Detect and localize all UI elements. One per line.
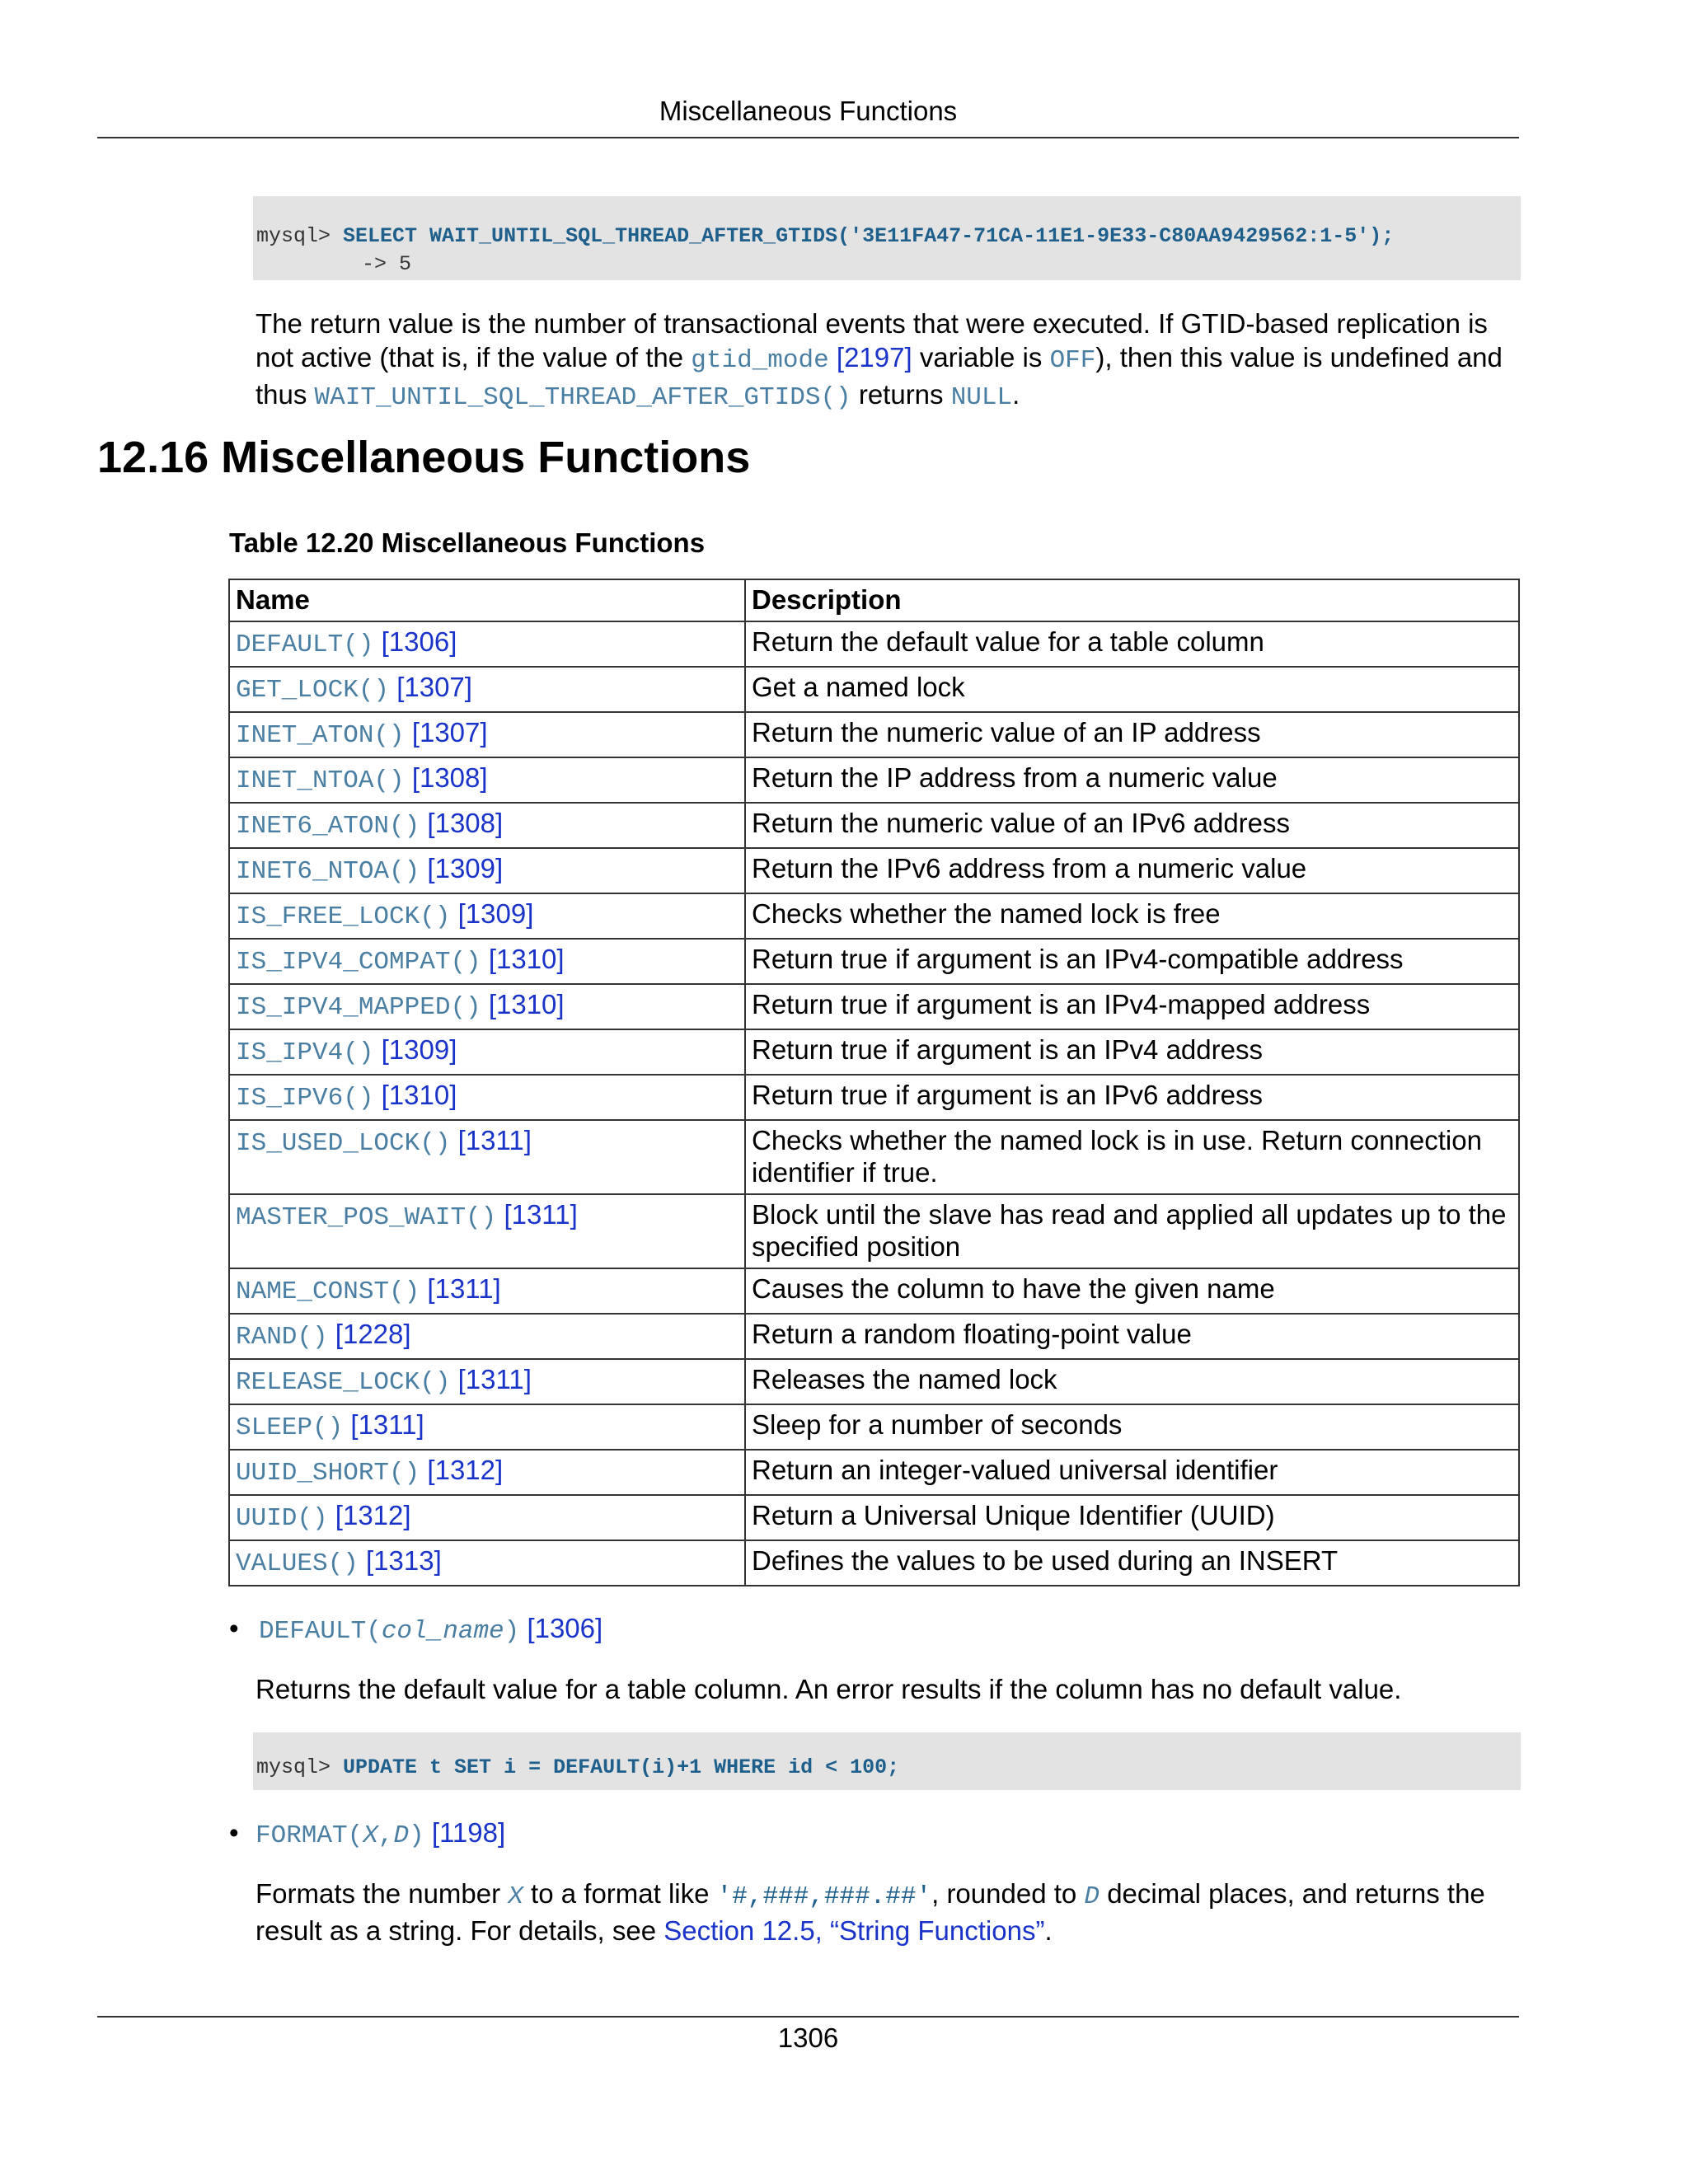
function-link[interactable]: INET6_ATON() xyxy=(236,812,420,841)
function-name-cell xyxy=(229,1268,745,1314)
page-header xyxy=(97,96,1519,138)
table-row xyxy=(229,712,1519,757)
function-link[interactable]: UUID_SHORT() xyxy=(236,1459,420,1488)
string-functions-link[interactable]: Section 12.5, “String Functions” xyxy=(663,1915,1045,1946)
para-text: to a format like xyxy=(523,1878,717,1909)
footer-divider xyxy=(97,2016,1519,2018)
function-description-cell: Return true if argument is an IPv4 address xyxy=(745,1029,1519,1075)
section-title: 12.16 Miscellaneous Functions xyxy=(97,433,751,482)
default-function-link[interactable] xyxy=(256,1617,519,1646)
function-description-cell: Return the numeric value of an IP address xyxy=(745,712,1519,757)
table-row xyxy=(229,1268,1519,1314)
table-row xyxy=(229,1404,1519,1450)
table-row xyxy=(229,939,1519,984)
bullet-default xyxy=(229,1611,603,1648)
d-arg: D xyxy=(1084,1882,1100,1911)
function-description-cell: Sleep for a number of seconds xyxy=(745,1404,1519,1450)
function-ref-link[interactable]: [1313] xyxy=(366,1545,442,1576)
function-description-cell: Return true if argument is an IPv4-mapped address xyxy=(745,984,1519,1029)
para-text: returns xyxy=(851,379,951,410)
function-name-cell xyxy=(229,893,745,939)
function-name-cell xyxy=(229,803,745,848)
code-line-2 xyxy=(256,251,1521,279)
fn-post: ) xyxy=(504,1617,520,1646)
function-ref-link[interactable]: [1309] xyxy=(427,853,504,883)
function-link[interactable]: UUID() xyxy=(236,1504,328,1533)
format-pattern: '#,###,###.##' xyxy=(716,1882,932,1911)
function-description-cell: Return the IP address from a numeric value xyxy=(745,757,1519,803)
code-example-default xyxy=(253,1732,1521,1790)
function-ref-link[interactable]: [1310] xyxy=(488,944,565,974)
function-ref-link[interactable]: [1307] xyxy=(411,717,488,748)
table-row xyxy=(229,1314,1519,1359)
default-ref-link[interactable]: [1306] xyxy=(527,1613,603,1643)
table-row xyxy=(229,1075,1519,1120)
function-description-cell: Releases the named lock xyxy=(745,1359,1519,1404)
function-link[interactable]: RELEASE_LOCK() xyxy=(236,1368,451,1397)
table-row xyxy=(229,893,1519,939)
default-description: Returns the default value for a table column. An error results if the column has no default value. xyxy=(256,1674,1402,1704)
code-command: SELECT WAIT_UNTIL_SQL_THREAD_AFTER_GTIDS('3E11FA47-71CA-11E1-9E33-C80AA9429562:1-5'); xyxy=(343,224,1395,248)
table-body xyxy=(229,621,1519,1586)
function-link[interactable]: DEFAULT() xyxy=(236,630,374,659)
function-name-cell xyxy=(229,984,745,1029)
x-arg: X xyxy=(508,1882,523,1911)
function-description-cell: Return an integer-valued universal identifier xyxy=(745,1450,1519,1495)
format-function-link[interactable] xyxy=(256,1821,424,1850)
table-row xyxy=(229,803,1519,848)
function-description-cell: Get a named lock xyxy=(745,667,1519,712)
table-row xyxy=(229,1495,1519,1540)
function-link[interactable]: IS_IPV4_MAPPED() xyxy=(236,993,481,1022)
table-title: Table 12.20 Miscellaneous Functions xyxy=(229,527,706,558)
function-ref-link[interactable]: [1307] xyxy=(396,672,472,702)
table-row xyxy=(229,848,1519,893)
fn-pre: FORMAT( xyxy=(256,1821,363,1850)
table-header-row xyxy=(229,579,1519,621)
function-link[interactable]: MASTER_POS_WAIT() xyxy=(236,1203,497,1232)
bullet-format xyxy=(229,1816,505,1853)
function-link[interactable]: IS_FREE_LOCK() xyxy=(236,902,451,931)
code-prompt: mysql> xyxy=(256,1755,331,1779)
para-text: . xyxy=(1012,379,1020,410)
code-example-wait-until xyxy=(253,196,1521,280)
function-ref-link[interactable]: [1309] xyxy=(381,1034,457,1065)
bullet-dot: • xyxy=(229,1613,239,1643)
header-name: Name xyxy=(229,579,745,621)
table-row xyxy=(229,1029,1519,1075)
fn-pre: DEFAULT( xyxy=(259,1617,382,1646)
function-description-cell: Causes the column to have the given name xyxy=(745,1268,1519,1314)
function-ref-link[interactable]: [1311] xyxy=(427,1273,501,1304)
para-text: , rounded to xyxy=(931,1878,1085,1909)
function-name-cell xyxy=(229,1029,745,1075)
function-name-cell xyxy=(229,712,745,757)
function-link[interactable]: INET_NTOA() xyxy=(236,766,405,795)
table-row xyxy=(229,667,1519,712)
function-ref-link[interactable]: [1308] xyxy=(411,762,488,793)
header-description: Description xyxy=(745,579,1519,621)
function-ref-link[interactable]: [1306] xyxy=(381,626,457,657)
code-command: UPDATE t SET i = DEFAULT(i)+1 WHERE id < 100; xyxy=(343,1755,900,1779)
function-link[interactable]: IS_IPV4_COMPAT() xyxy=(236,948,481,977)
function-link[interactable]: INET_ATON() xyxy=(236,721,405,750)
fn-arg: col_name xyxy=(381,1617,504,1646)
para-text: Formats the number xyxy=(256,1878,509,1909)
para-text: The return value is the number of transactional events that were executed. If GTID-based replication is not active (that is, if the value of the xyxy=(256,308,1488,373)
function-description-cell: Return the default value for a table column xyxy=(745,621,1519,667)
gtid-mode-ref-link[interactable]: [2197] xyxy=(836,342,912,373)
function-link[interactable]: IS_USED_LOCK() xyxy=(236,1129,451,1158)
function-link[interactable]: INET6_NTOA() xyxy=(236,857,420,886)
format-description xyxy=(256,1877,1525,1947)
function-link[interactable]: SLEEP() xyxy=(236,1413,344,1442)
function-name-cell xyxy=(229,667,745,712)
function-link[interactable]: GET_LOCK() xyxy=(236,676,390,705)
code-prompt: mysql> xyxy=(256,224,331,248)
function-ref-link[interactable]: [1308] xyxy=(427,808,504,838)
para-text: . xyxy=(1044,1915,1053,1946)
function-link[interactable]: IS_IPV6() xyxy=(236,1084,374,1113)
function-description-cell: Defines the values to be used during an INSERT xyxy=(745,1540,1519,1586)
function-ref-link[interactable]: [1311] xyxy=(504,1199,578,1230)
para-text: ), then this value is undefined and thus xyxy=(256,342,1503,410)
function-name-cell xyxy=(229,939,745,984)
function-ref-link[interactable]: [1311] xyxy=(350,1409,424,1440)
function-link[interactable]: VALUES() xyxy=(236,1549,359,1578)
function-link[interactable]: NAME_CONST() xyxy=(236,1277,420,1306)
function-description-cell: Checks whether the named lock is in use. Return connection identifier if true. xyxy=(745,1120,1519,1194)
function-name-cell xyxy=(229,1075,745,1120)
para-text: variable is xyxy=(912,342,1050,373)
table-row xyxy=(229,1450,1519,1495)
function-link[interactable]: IS_IPV4() xyxy=(236,1038,374,1067)
gtid-mode-link[interactable]: gtid_mode xyxy=(691,346,829,375)
function-name-cell xyxy=(229,621,745,667)
function-name-cell xyxy=(229,1540,745,1586)
function-description-cell: Block until the slave has read and applied all updates up to the specified position xyxy=(745,1194,1519,1268)
table-row xyxy=(229,1359,1519,1404)
null-value-link[interactable]: NULL xyxy=(950,383,1013,412)
fn-arg-x: X xyxy=(363,1821,378,1850)
function-description-cell: Checks whether the named lock is free xyxy=(745,893,1519,939)
function-ref-link[interactable]: [1312] xyxy=(427,1455,504,1485)
functions-table xyxy=(228,579,1520,1586)
table-row xyxy=(229,621,1519,667)
table-row xyxy=(229,1194,1519,1268)
function-ref-link[interactable]: [1311] xyxy=(457,1125,532,1155)
function-name-cell xyxy=(229,1120,745,1194)
function-description-cell: Return a random floating-point value xyxy=(745,1314,1519,1359)
function-description-cell: Return the numeric value of an IPv6 address xyxy=(745,803,1519,848)
function-name-cell xyxy=(229,757,745,803)
fn-post: ) xyxy=(409,1821,424,1850)
function-name-cell xyxy=(229,1450,745,1495)
off-value-link[interactable]: OFF xyxy=(1049,346,1096,375)
para-text: decimal places, and returns the result as a string. For details, see xyxy=(256,1878,1485,1946)
function-description-cell: Return true if argument is an IPv6 address xyxy=(745,1075,1519,1120)
bullet-dot: • xyxy=(229,1817,239,1848)
function-ref-link[interactable]: [1310] xyxy=(381,1080,457,1110)
function-description-cell: Return the IPv6 address from a numeric value xyxy=(745,848,1519,893)
table-row xyxy=(229,1120,1519,1194)
function-link[interactable]: RAND() xyxy=(236,1323,328,1352)
function-name-cell xyxy=(229,848,745,893)
header-title: Miscellaneous Functions xyxy=(659,96,958,126)
function-ref-link[interactable]: [1312] xyxy=(335,1500,411,1530)
fn-sep: , xyxy=(377,1821,394,1850)
code-line-1 xyxy=(256,223,1521,251)
table-row xyxy=(229,1540,1519,1586)
code-result: -> 5 xyxy=(362,252,412,276)
table-row xyxy=(229,984,1519,1029)
function-ref-link[interactable]: [1310] xyxy=(488,989,565,1019)
function-name-cell xyxy=(229,1314,745,1359)
function-ref-link[interactable]: [1309] xyxy=(457,898,534,929)
function-description-cell: Return true if argument is an IPv4-compatible address xyxy=(745,939,1519,984)
format-ref-link[interactable]: [1198] xyxy=(431,1817,506,1848)
function-name-cell xyxy=(229,1404,745,1450)
return-value-paragraph xyxy=(256,307,1525,415)
table-row xyxy=(229,757,1519,803)
function-name-cell xyxy=(229,1359,745,1404)
function-name-cell xyxy=(229,1495,745,1540)
function-name-cell xyxy=(229,1194,745,1268)
function-ref-link[interactable]: [1228] xyxy=(335,1319,411,1349)
page-number: 1306 xyxy=(777,2022,839,2053)
wait-until-function-link[interactable]: WAIT_UNTIL_SQL_THREAD_AFTER_GTIDS() xyxy=(314,383,851,412)
fn-arg-d: D xyxy=(393,1821,410,1850)
function-ref-link[interactable]: [1311] xyxy=(457,1364,532,1394)
function-description-cell: Return a Universal Unique Identifier (UUID) xyxy=(745,1495,1519,1540)
